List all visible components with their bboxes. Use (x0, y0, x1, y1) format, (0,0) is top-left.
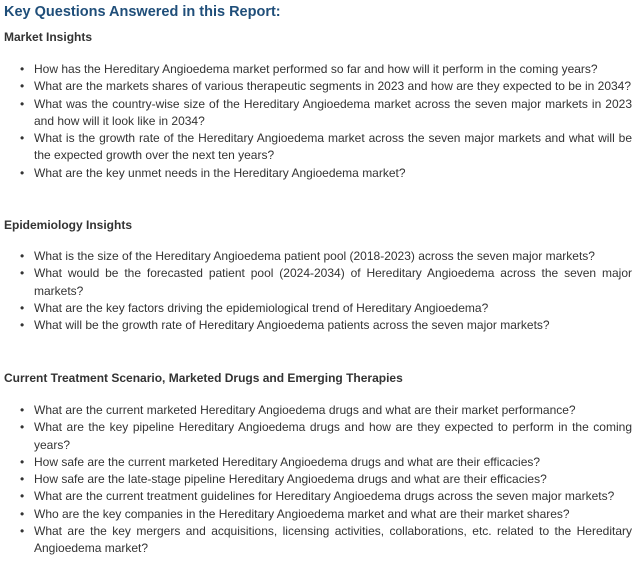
list-item-text: What is the growth rate of the Hereditary Angioedema market across the seven major markets and what will be the expected growth over the next ten years? (34, 131, 632, 163)
bullet-icon: • (20, 165, 25, 180)
list-item (0, 506, 632, 523)
list-item-text: What are the key mergers and acquisitions, licensing activities, collaborations, etc. related to the Hereditary Angioedema market? (34, 524, 632, 556)
list-item-text: What are the key factors driving the epidemiological trend of Hereditary Angioedema? (34, 300, 489, 315)
bullet-icon: • (20, 249, 25, 263)
bullet-icon: • (20, 472, 25, 487)
list-item-text: What are the key unmet needs in the Hereditary Angioedema market? (34, 165, 406, 180)
list-item (0, 488, 632, 505)
current-treatment-list (0, 402, 632, 558)
list-item (0, 300, 632, 317)
list-item (0, 523, 632, 558)
list-item-text: What was the country-wise size of the Hereditary Angioedema market across the seven major markets in 2023 and how will it look like in 2034? (34, 96, 632, 128)
list-item-text: What is the size of the Hereditary Angioedema patient pool (2018-2023) across the seven major markets? (34, 249, 595, 263)
section-heading-epidemiology-insights: Epidemiology Insights (4, 218, 133, 232)
list-item (0, 265, 632, 300)
page-title: Key Questions Answered in this Report: (4, 4, 281, 20)
list-item (0, 96, 632, 131)
bullet-icon: • (20, 420, 25, 435)
section-heading-market-insights: Market Insights (4, 30, 93, 44)
section-heading-current-treatment: Current Treatment Scenario, Marketed Drugs and Emerging Therapies (4, 371, 403, 385)
bullet-icon: • (20, 79, 25, 94)
list-item-text: What are the markets shares of various therapeutic segments in 2023 and how are they expected to be in 2034? (34, 79, 632, 94)
list-item (0, 402, 632, 419)
bullet-icon: • (20, 266, 25, 281)
list-item-text: What are the key pipeline Hereditary Angioedema drugs and how are they expected to perform in the coming years? (34, 420, 632, 452)
bullet-icon: • (20, 489, 25, 504)
list-item (0, 61, 632, 78)
bullet-icon: • (20, 300, 25, 315)
bullet-icon: • (20, 131, 25, 146)
list-item (0, 248, 632, 265)
list-item-text: How has the Hereditary Angioedema market performed so far and how will it perform in the coming years? (34, 62, 598, 76)
list-item-text: What will be the growth rate of Hereditary Angioedema patients across the seven major markets? (34, 318, 550, 333)
bullet-icon: • (20, 96, 25, 111)
list-item (0, 419, 632, 454)
list-item (0, 165, 632, 182)
bullet-icon: • (20, 62, 25, 76)
bullet-icon: • (20, 454, 25, 469)
epidemiology-insights-list (0, 248, 632, 334)
list-item (0, 78, 632, 95)
list-item-text: How safe are the current marketed Hereditary Angioedema drugs and what are their efficacies? (34, 454, 541, 469)
list-item-text: Who are the key companies in the Hereditary Angioedema market and what are their market shares? (34, 506, 570, 521)
list-item-text: How safe are the late-stage pipeline Hereditary Angioedema drugs and what are their efficacies? (34, 472, 547, 487)
list-item-text: What would be the forecasted patient pool (2024-2034) of Hereditary Angioedema across the seven major markets? (34, 266, 632, 298)
bullet-icon: • (20, 403, 25, 417)
market-insights-list (0, 61, 632, 182)
bullet-icon: • (20, 524, 25, 539)
bullet-icon: • (20, 506, 25, 521)
bullet-icon: • (20, 318, 25, 333)
list-item (0, 471, 632, 488)
list-item (0, 454, 632, 471)
list-item-text: What are the current marketed Hereditary Angioedema drugs and what are their market performance? (34, 403, 576, 417)
list-item (0, 130, 632, 165)
list-item-text: What are the current treatment guidelines for Hereditary Angioedema drugs across the seven major markets? (34, 489, 615, 504)
list-item (0, 317, 632, 334)
